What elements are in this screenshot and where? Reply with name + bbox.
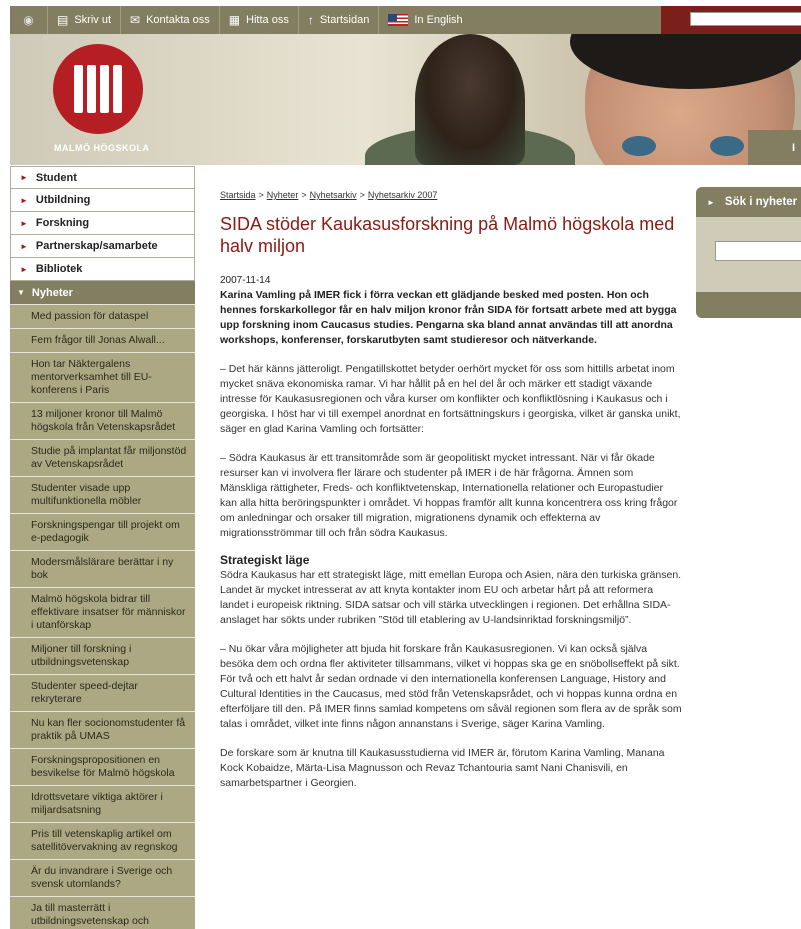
print-label: Skriv ut (74, 14, 112, 26)
news-item[interactable]: Forskningspengar till projekt om e-pedagogik (10, 513, 195, 550)
logo-mark-icon (72, 65, 124, 113)
logo[interactable] (53, 44, 143, 134)
news-item[interactable]: Fem frågor till Jonas Alwall... (10, 328, 195, 352)
find-us-button[interactable] (220, 6, 299, 34)
breadcrumb-separator: > (258, 190, 264, 200)
nav-item-bibliotek[interactable] (10, 258, 195, 281)
news-item[interactable]: 13 miljoner kronor till Malmö högskola från Vetenskapsrådet (10, 402, 195, 439)
nav-item-partnerskap[interactable] (10, 235, 195, 258)
english-button[interactable] (379, 6, 471, 34)
arrow-right-icon: ► (707, 197, 715, 207)
find-us-label: Hitta oss (246, 14, 289, 26)
nav-label: Forskning (35, 217, 90, 229)
news-item[interactable]: Studie på implantat får miljonstöd av Vetenskapsrådet (10, 439, 195, 476)
news-search-title: Sök i nyheter (724, 196, 798, 208)
nav-item-student[interactable] (10, 166, 195, 189)
map-icon: ▦ (228, 13, 241, 27)
news-item[interactable]: Studenter visade upp multifunktionella möbler (10, 476, 195, 513)
english-label: In English (414, 14, 463, 26)
news-item[interactable]: Miljoner till forskning i utbildningsvetenskap (10, 637, 195, 674)
header-banner (10, 34, 801, 165)
nav-label: Bibliotek (35, 263, 83, 275)
article-paragraph: – Södra Kaukasus är ett transitområde som är geopolitiskt mycket intressant. När vi får ökade resurser kan vi involvera fler lärare och studenter på IMER i de här frågorna. Ämnen som Mänskliga rättigheter, Freds- och konfliktvetenskap, Internationella relationer och Europastudier kan alla hitta beröringspunkter i området. Vi hoppas framför allt kunna koncentrera oss kring frågor om anledningar och orsaker till migration, migrationens dynamik och effekterna av migrationsströmmar till och från södra Kaukasus. (220, 452, 678, 539)
news-item[interactable]: Modersmålslärare berättar i ny bok (10, 550, 195, 587)
breadcrumb-link-nyheter[interactable]: Nyheter (266, 190, 299, 200)
banner-photo-eye (710, 136, 744, 156)
arrow-down-icon: ▼ (17, 288, 25, 297)
news-item[interactable]: Forskningspropositionen en besvikelse för Malmö högskola (10, 748, 195, 785)
article-date: 2007-11-14 (220, 275, 271, 286)
print-button[interactable] (48, 6, 121, 34)
start-page-button[interactable] (299, 6, 380, 34)
news-item[interactable]: Idrottsvetare viktiga aktörer i miljardsatsning (10, 785, 195, 822)
news-item[interactable]: Studenter speed-dejtar rekryterare (10, 674, 195, 711)
article-paragraph: Södra Kaukasus har ett strategiskt läge, mitt emellan Europa och Asien, nära den turkiska gränsen. Landet är mycket intresserat av att knyta kontakter inom EU och arbetar hårt på att reformera landet i europeisk riktning. SIDA satsar och vill stärka utvecklingen i regionen. Det erhållna SIDA-anslaget har sökts under rubriken ”Stöd till etablering av U-landsinriktad forskningsmiljö”. (220, 569, 682, 626)
news-search-footer (696, 292, 801, 318)
arrow-right-icon: ► (20, 264, 28, 274)
breadcrumb-link-nyhetsarkiv[interactable]: Nyhetsarkiv (309, 190, 357, 200)
print-icon: ▤ (57, 13, 69, 27)
logo-text: MALMÖ HÖGSKOLA (54, 143, 150, 153)
news-item[interactable]: Med passion för dataspel (10, 304, 195, 328)
up-arrow-icon: ↑ (307, 13, 314, 27)
breadcrumb-separator: > (301, 190, 307, 200)
news-item[interactable]: Hon tar Näktergalens mentorverksamhet till EU-konferens i Paris (10, 352, 195, 402)
arrow-right-icon: ► (20, 218, 28, 228)
breadcrumb-link-nyhetsarkiv-2007[interactable]: Nyhetsarkiv 2007 (367, 190, 438, 200)
nav-item-nyheter[interactable] (10, 281, 195, 304)
article (220, 190, 682, 791)
contact-label: Kontakta oss (146, 14, 210, 26)
news-search-input[interactable] (715, 241, 801, 261)
article-paragraph: De forskare som är knutna till Kaukasusstudierna vid IMER är, förutom Karina Vamling, Manana Kock Kobaidze, Märta-Lisa Magnusson och Revaz Tchantouria samt Nani Chanisvili, en samarbetspartner i Georgien. (220, 747, 665, 789)
news-item[interactable]: Nu kan fler socionomstudenter få praktik på UMAS (10, 711, 195, 748)
banner-tab[interactable]: I (748, 130, 801, 165)
article-title: SIDA stöder Kaukasusforskning på Malmö högskola med halv miljon (220, 214, 675, 256)
home-icon: ◉ (23, 13, 34, 27)
start-page-label: Startsidan (319, 14, 370, 26)
news-item[interactable]: Pris till vetenskaplig artikel om satellitövervakning av regnskog (10, 822, 195, 859)
news-search-header (696, 187, 801, 217)
news-item[interactable]: Malmö högskola bidrar till effektivare insatser för människor i utanförskap (10, 587, 195, 637)
breadcrumb-separator: > (359, 190, 365, 200)
arrow-right-icon: ► (20, 195, 28, 205)
banner-photo-person (415, 34, 525, 165)
mail-icon: ✉ (130, 13, 141, 27)
banner-photo-eye (622, 136, 656, 156)
news-item[interactable]: Ja till masterrätt i utbildningsvetenskap och (10, 896, 195, 929)
breadcrumb (220, 190, 682, 200)
article-lead: Karina Vamling på IMER fick i förra veckan ett glädjande besked med posten. Hon och hennes forskarkollegor får en halv miljon kronor från SIDA för fortsatt arbete med att bygga upp forskning inom Caucasus studies. Pengarna ska bland annat användas till att anordna workshops, konferenser, forskarutbyten samt studieresor och nätverkande. (220, 289, 677, 346)
nav-label: Partnerskap/samarbete (35, 240, 158, 252)
top-search-input[interactable] (690, 12, 801, 26)
left-nav (10, 166, 195, 929)
contact-button[interactable] (121, 6, 220, 34)
nav-label: Student (35, 171, 77, 184)
news-search-box (696, 187, 801, 318)
arrow-right-icon: ► (20, 241, 28, 251)
arrow-right-icon: ► (20, 173, 28, 182)
nav-label: Utbildning (35, 194, 91, 206)
nav-item-utbildning[interactable] (10, 189, 195, 212)
uk-flag-icon (388, 14, 408, 26)
article-subheading: Strategiskt läge (220, 553, 310, 567)
nav-item-forskning[interactable] (10, 212, 195, 235)
top-toolbar (10, 6, 661, 34)
news-item[interactable]: Är du invandrare i Sverige och svensk utomlands? (10, 859, 195, 896)
article-paragraph: – Nu ökar våra möjligheter att bjuda hit forskare från Kaukasusregionen. Vi kan också själva besöka dem och ordna fler aktiviteter tillsammans, vilket vi hoppas ska ge en snöbollseffekt på sikt. För två och ett halvt år sedan ordnade vi den internationella konferensen Language, History and Cultural Identities in the Caucasus, med stöd från Vetenskapsrådet, och vi hoppas kunna ordna en efterföljare till den. På IMER finns samlad kompetens om såväl regionen som flera av de språk som talas i området, vilket inte finns någon annanstans i Sverige, säger Karina Vamling. (220, 643, 682, 730)
article-paragraph: – Det här känns jätteroligt. Pengatillskottet betyder oerhört mycket för oss som hittills arbetat inom mycket snäva ekonomiska ramar. Vi har hållit på en hel del år och märker ett stadigt växande intresse för Kaukasusregionen och våra kurser om konflikter och konfliktlösning i Kaukasus och i georgiska. I höst har vi till exempel anordnat en fortsättningskurs i georgiska, vilket är ganska unikt, säger en glad Karina Vamling och fortsätter: (220, 363, 681, 435)
home-button[interactable] (10, 6, 48, 34)
breadcrumb-link-startsida[interactable]: Startsida (220, 190, 256, 200)
nav-label: Nyheter (31, 286, 73, 299)
